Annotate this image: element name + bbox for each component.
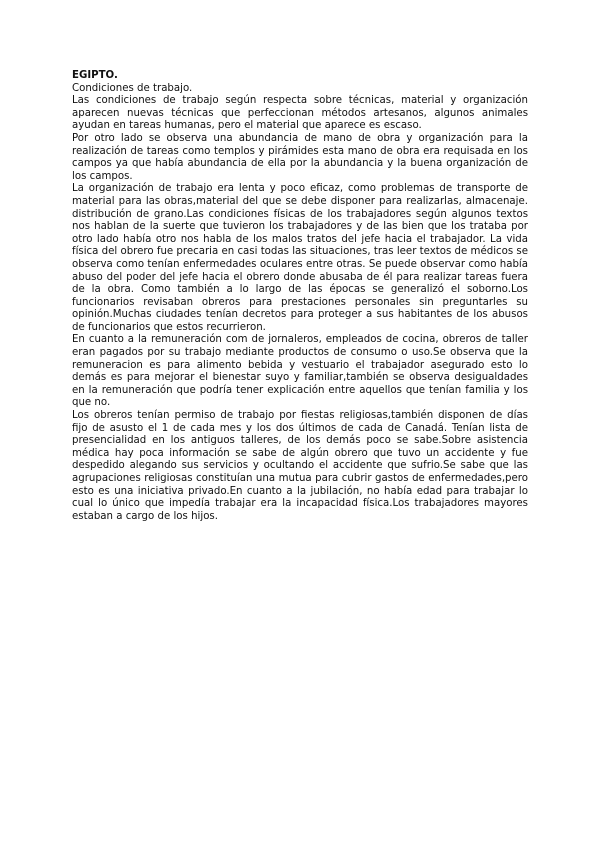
paragraph-work-organization: La organización de trabajo era lenta y poco eficaz, como problemas de transporte de material para las obras,material del que se debe disponer para realizarlas, almacenaje. distribución de grano.Las condiciones físicas de los trabajadores según algunos textos nos hablan de la suerte que tuvieron los trabajadores y de las bien que los trataba por otro lado había otro nos habla de los malos tratos del jefe hacia el trabajador. La vida física del obrero fue precaria en casi todas las situaciones, tras leer textos de médicos se observa como tenían enfermedades oculares entre otras. Se puede observar como había abuso del poder del jefe hacia el obrero donde abusaba de él para realizar tareas fuera de la obra. Como también a lo largo de las épocas se generalizó el soborno.Los funcionarios revisaban obreros para prestaciones personales sin preguntarles su opinión.Muchas ciudades tenían decretos para proteger a sus habitantes de los abusos de funcionarios que estos recurrieron.	[72, 183, 528, 333]
paragraph-labor-force: Por otro lado se observa una abundancia de mano de obra y organización para la realización de tareas como templos y pirámides esta mano de obra era requisada en los campos ya que había abundancia de ella por la abundancia y la buena organización de los campos.	[72, 132, 528, 182]
document-subtitle: Condiciones de trabajo.	[72, 82, 193, 94]
paragraph-permissions-retirement: Los obreros tenían permiso de trabajo por fiestas religiosas,también disponen de días fijo de asusto el 1 de cada mes y los dos últimos de cada de Canadá. Tenían lista de presencialidad en los antiguos talleres, de los demás poco se sabe.Sobre asistencia médica hay poca información se sabe de algún obrero que tuvo un accidente y fue despedido alegando sus servicios y ocultando el accidente que sufrio.Se sabe que las agrupaciones religiosas constituían una mutua para cubrir gastos de enfermedades,pero esto es una iniciativa privado.En cuanto a la jubilación, no había edad para trabajar lo cual lo único que impedía trabajar era la incapacidad física.Los trabajadores mayores estaban a cargo de los hijos.	[72, 410, 528, 522]
paragraph-remuneration: En cuanto a la remuneración com de jornaleros, empleados de cocina, obreros de taller eran pagados por su trabajo mediante productos de consumo o uso.Se observa que la remuneracion es para alimento bebida y vestuario el trabajador asegurado esto lo demás es para mejorar el bienestar suyo y familiar,también se observa desigualdades en la remuneración que podría tener explicación entre aquellos que tenían familia y los que no.	[72, 334, 528, 409]
paragraph-techniques: Las condiciones de trabajo según respecta sobre técnicas, material y organización aparecen nuevas técnicas que perfeccionan métodos artesanos, algunos animales ayudan en tareas humanas, pero el material que aparece es escaso.	[72, 95, 528, 132]
document-title: EGIPTO.	[72, 70, 118, 81]
document-body	[72, 70, 528, 523]
